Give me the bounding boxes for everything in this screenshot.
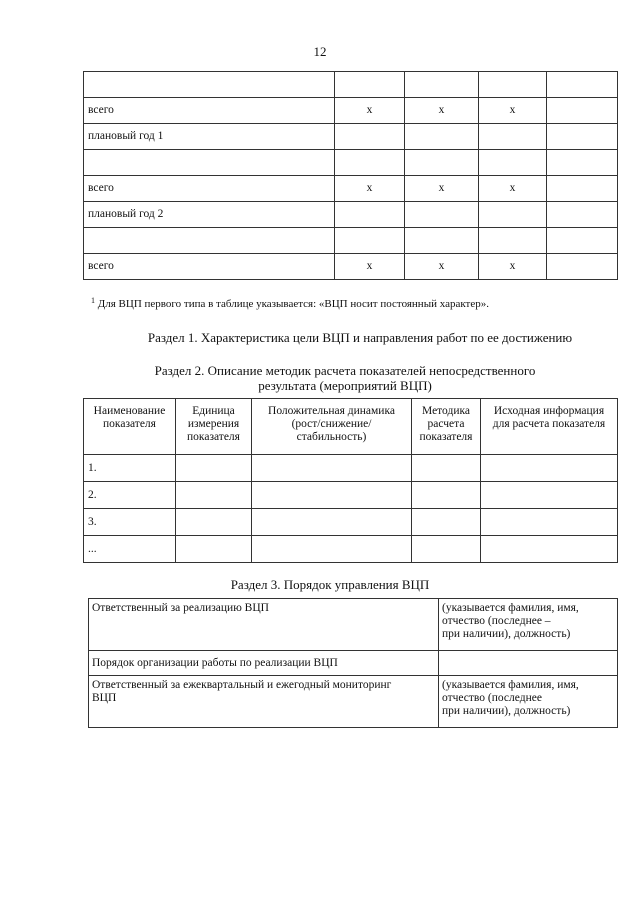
empty-cell — [405, 150, 479, 176]
empty-cell — [335, 228, 405, 254]
section3-title: Раздел 3. Порядок управления ВЦП — [230, 577, 430, 592]
table1-row — [84, 124, 618, 150]
empty-cell — [481, 536, 618, 563]
empty-cell — [481, 509, 618, 536]
header-unit: Единица измерения показателя — [176, 399, 252, 455]
responsible-monitoring-note: (указывается фамилия, имя, отчество (последнее при наличии), должность) — [439, 676, 618, 728]
table2-header-row — [84, 399, 618, 455]
header-source-info: Исходная информация для расчета показателя — [481, 399, 618, 455]
empty-cell — [547, 150, 618, 176]
empty-cell — [547, 254, 618, 280]
empty-cell — [335, 72, 405, 98]
row-label: всего — [84, 254, 335, 280]
empty-cell — [479, 72, 547, 98]
x-mark: x — [405, 98, 479, 124]
empty-cell — [252, 482, 412, 509]
table1-row — [84, 228, 618, 254]
empty-cell — [405, 72, 479, 98]
table1-row — [84, 202, 618, 228]
section1-title: Раздел 1. Характеристика цели ВЦП и направления работ по ее достижению — [147, 330, 573, 345]
table1-row — [84, 176, 618, 202]
table2-row — [84, 536, 618, 563]
empty-cell — [412, 509, 481, 536]
responsible-implementation-label: Ответственный за реализацию ВЦП — [89, 599, 439, 651]
empty-cell — [176, 455, 252, 482]
page-number: 12 — [313, 44, 327, 59]
row-label: плановый год 2 — [84, 202, 335, 228]
empty-cell — [405, 228, 479, 254]
x-mark: x — [479, 98, 547, 124]
table1-row — [84, 150, 618, 176]
header-dynamics: Положительная динамика (рост/снижение/ стабильность) — [252, 399, 412, 455]
empty-cell — [479, 124, 547, 150]
empty-cell — [479, 228, 547, 254]
row-label — [84, 72, 335, 98]
management-table — [88, 598, 618, 728]
section2-title — [25, 363, 640, 393]
work-organization-value — [439, 651, 618, 676]
work-organization-label: Порядок организации работы по реализации ВЦП — [89, 651, 439, 676]
management-row — [89, 599, 618, 651]
management-row — [89, 676, 618, 728]
responsible-monitoring-label: Ответственный за ежеквартальный и ежегодный мониторинг ВЦП — [89, 676, 439, 728]
table1-row — [84, 72, 618, 98]
footnote-marker: 1 — [91, 296, 95, 305]
x-mark: x — [335, 176, 405, 202]
x-mark: x — [335, 254, 405, 280]
row-number: ... — [84, 536, 176, 563]
row-label — [84, 228, 335, 254]
empty-cell — [335, 124, 405, 150]
planning-table — [83, 71, 618, 280]
indicator-methods-table — [83, 398, 618, 563]
row-number: 3. — [84, 509, 176, 536]
section2-title-line2: результата (мероприятий ВЦП) — [258, 378, 432, 393]
empty-cell — [479, 202, 547, 228]
row-label: плановый год 1 — [84, 124, 335, 150]
row-label — [84, 150, 335, 176]
empty-cell — [412, 482, 481, 509]
empty-cell — [547, 176, 618, 202]
empty-cell — [412, 536, 481, 563]
footnote-text: Для ВЦП первого типа в таблице указывается: «ВЦП носит постоянный характер». — [97, 298, 489, 310]
row-number: 2. — [84, 482, 176, 509]
responsible-implementation-note: (указывается фамилия, имя, отчество (последнее – при наличии), должность) — [439, 599, 618, 651]
empty-cell — [547, 72, 618, 98]
footnote — [91, 298, 489, 310]
empty-cell — [479, 150, 547, 176]
empty-cell — [252, 455, 412, 482]
table2-row — [84, 482, 618, 509]
header-indicator-name: Наименование показателя — [84, 399, 176, 455]
empty-cell — [405, 124, 479, 150]
x-mark: x — [479, 254, 547, 280]
empty-cell — [252, 536, 412, 563]
empty-cell — [176, 536, 252, 563]
empty-cell — [547, 202, 618, 228]
row-label: всего — [84, 98, 335, 124]
empty-cell — [547, 98, 618, 124]
empty-cell — [335, 150, 405, 176]
table2-row — [84, 509, 618, 536]
empty-cell — [547, 124, 618, 150]
empty-cell — [481, 482, 618, 509]
empty-cell — [481, 455, 618, 482]
x-mark: x — [405, 176, 479, 202]
x-mark: x — [335, 98, 405, 124]
table1-row — [84, 98, 618, 124]
empty-cell — [176, 509, 252, 536]
row-label: всего — [84, 176, 335, 202]
table2-row — [84, 455, 618, 482]
empty-cell — [547, 228, 618, 254]
header-method: Методика расчета показателя — [412, 399, 481, 455]
empty-cell — [405, 202, 479, 228]
management-row — [89, 651, 618, 676]
table1-row — [84, 254, 618, 280]
x-mark: x — [479, 176, 547, 202]
empty-cell — [335, 202, 405, 228]
empty-cell — [176, 482, 252, 509]
empty-cell — [412, 455, 481, 482]
section2-title-line1: Раздел 2. Описание методик расчета показателей непосредственного — [154, 363, 536, 378]
row-number: 1. — [84, 455, 176, 482]
empty-cell — [252, 509, 412, 536]
x-mark: x — [405, 254, 479, 280]
